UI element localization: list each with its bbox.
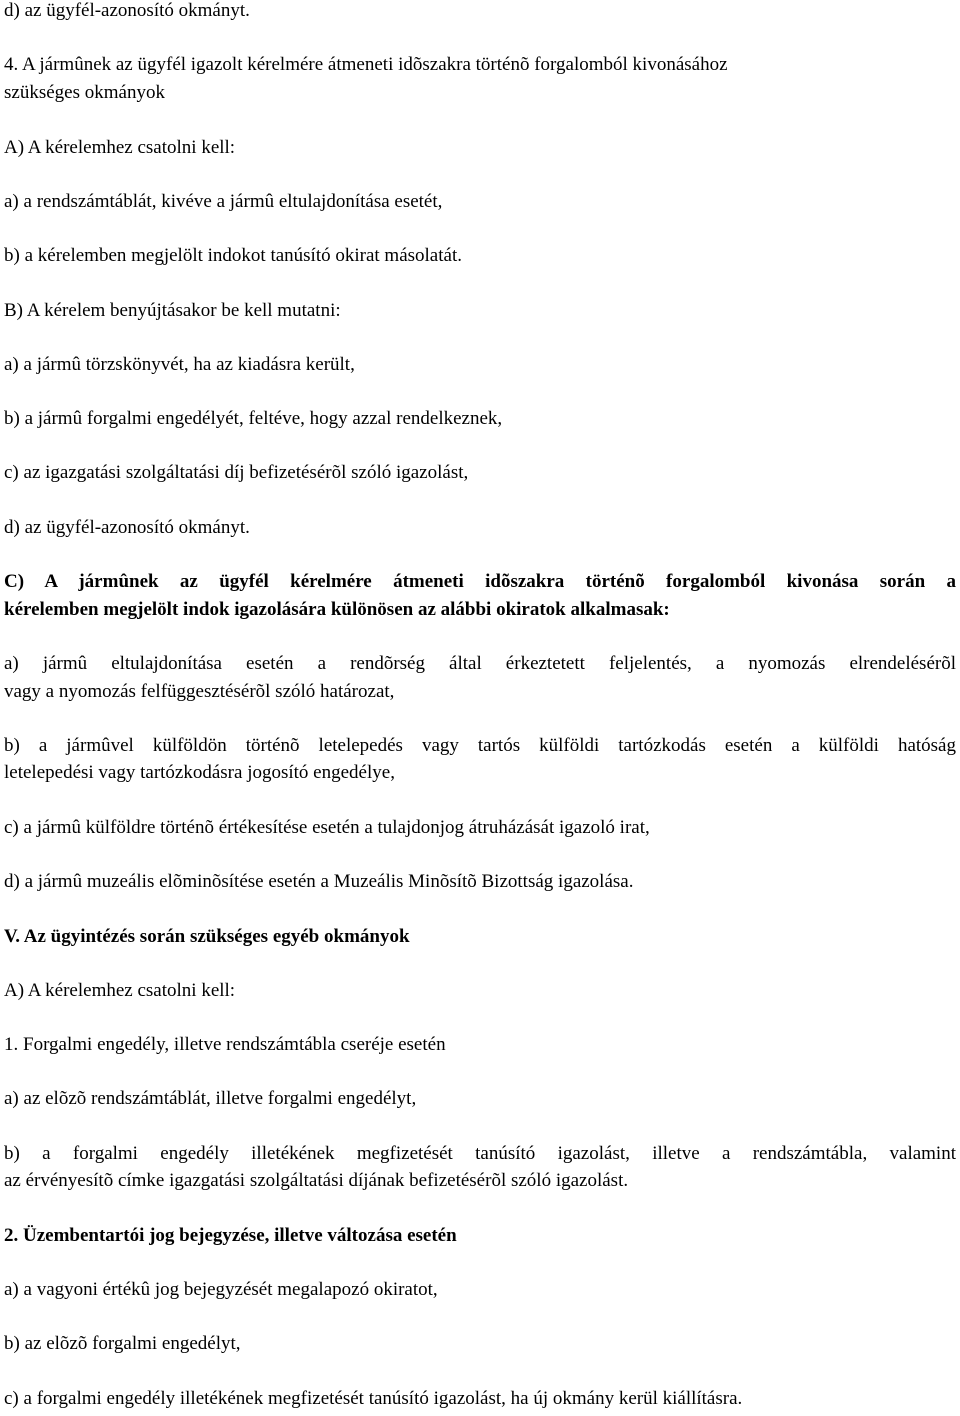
item-a-plate: a) a rendszámtáblát, kivéve a jármû eltulajdonítása esetét, (4, 191, 443, 212)
section-4-heading-line1: 4. A jármûnek az ügyfél igazolt kérelmére átmeneti idõszakra történõ forgalomból kivonásához (4, 54, 728, 75)
item-b-copy: b) a kérelemben megjelölt indokot tanúsító okirat másolatát. (4, 245, 462, 266)
item-d-museum: d) a jármû muzeális elõminõsítése esetén a Muzeális Minõsítõ Bizottság igazolása. (4, 871, 634, 892)
section-4-heading-line2: szükséges okmányok (4, 82, 165, 103)
subsection-b-present: B) A kérelem benyújtásakor be kell mutatni: (4, 300, 341, 321)
item-b-fee-proof-line1: b) a forgalmi engedély illetékének megfizetését tanúsító igazolást, illetve a rendszámtábla, valamint (4, 1143, 956, 1164)
section-v-heading: V. Az ügyintézés során szükséges egyéb okmányok (4, 926, 410, 947)
item-a-theft-line1: a) jármû eltulajdonítása esetén a rendõrség által érkeztetett feljelentés, a nyomozás elrendelésérõl (4, 653, 956, 674)
item-1-permit-exchange: 1. Forgalmi engedély, illetve rendszámtábla cseréje esetén (4, 1034, 446, 1055)
item-a-property-right-document: a) a vagyoni értékû jog bejegyzését megalapozó okiratot, (4, 1279, 438, 1300)
item-d-client-id: d) az ügyfél-azonosító okmányt. (4, 517, 250, 538)
subsection-a-attach-2: A) A kérelemhez csatolni kell: (4, 980, 236, 1001)
item-b-previous-permit: b) az elõzõ forgalmi engedélyt, (4, 1333, 241, 1354)
subsection-a-attach: A) A kérelemhez csatolni kell: (4, 137, 236, 158)
item-c-duty-proof: c) a forgalmi engedély illetékének megfizetését tanúsító igazolást, ha új okmány kerül kiállításra. (4, 1388, 743, 1409)
item-b-abroad-line2: letelepedési vagy tartózkodásra jogosító engedélye, (4, 762, 395, 783)
subsection-c-heading-line1: C) A jármûnek az ügyfél kérelmére átmeneti idõszakra történõ forgalomból kivonása során a (4, 571, 956, 592)
item-a-previous-plate: a) az elõzõ rendszámtáblát, illetve forgalmi engedélyt, (4, 1088, 417, 1109)
item-b-traffic-permit: b) a jármû forgalmi engedélyét, feltéve, hogy azzal rendelkeznek, (4, 408, 503, 429)
item-a-theft-line2: vagy a nyomozás felfüggesztésérõl szóló határozat, (4, 681, 395, 702)
item-d-client-id-top: d) az ügyfél-azonosító okmányt. (4, 0, 250, 21)
item-c-sale-abroad: c) a jármû külföldre történõ értékesítése esetén a tulajdonjog átruházását igazoló irat, (4, 817, 650, 838)
item-2-operator-right-heading: 2. Üzembentartói jog bejegyzése, illetve változása esetén (4, 1225, 457, 1246)
item-b-fee-proof-line2: az érvényesítõ címke igazgatási szolgáltatási díjának befizetésérõl szóló igazolást. (4, 1170, 629, 1191)
item-b-abroad-line1: b) a jármûvel külföldön történõ letelepedés vagy tartós külföldi tartózkodás esetén a külföldi hatóság (4, 735, 956, 756)
item-c-fee-receipt: c) az igazgatási szolgáltatási díj befizetésérõl szóló igazolást, (4, 462, 469, 483)
item-a-registration-book: a) a jármû törzskönyvét, ha az kiadásra került, (4, 354, 355, 375)
subsection-c-heading-line2: kérelemben megjelölt indok igazolására különösen az alábbi okiratok alkalmasak: (4, 599, 670, 620)
